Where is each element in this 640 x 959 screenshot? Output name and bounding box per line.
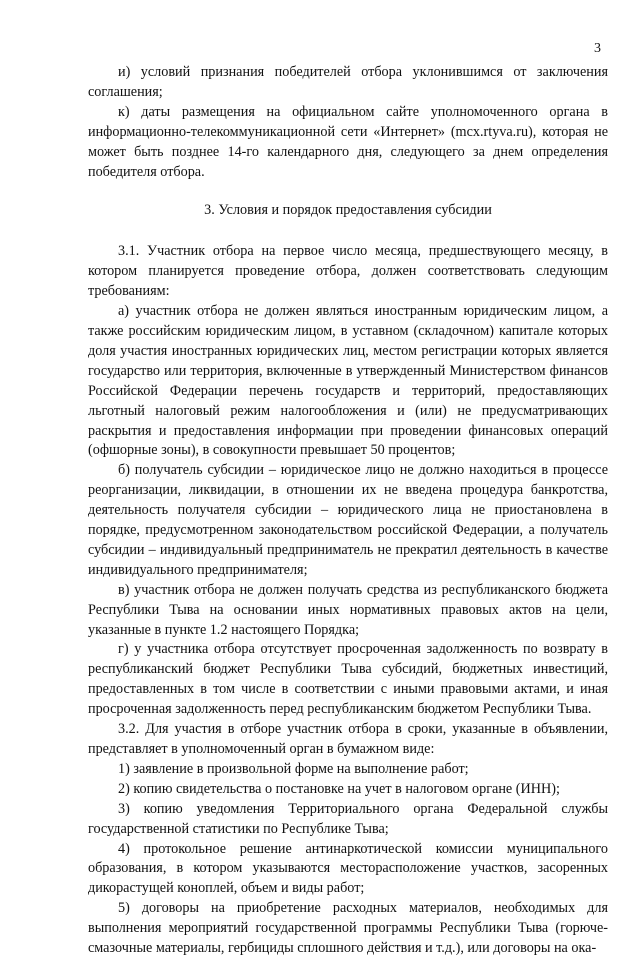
paragraph-item-v: в) участник отбора не должен получать средства из республиканского бюджета Республики Тыва на основании иных нормативных правовых актов на цели, указанные в пункте 1.2 настоящего Порядка; [88, 581, 608, 638]
list-item-2: 2) копию свидетельства о постановке на учет в налоговом органе (ИНН); [118, 780, 560, 797]
page-number: 3 [594, 41, 601, 56]
section-heading: 3. Условия и порядок предоставления субсидии [204, 202, 492, 219]
list-item-1: 1) заявление в произвольной форме на выполнение работ; [118, 760, 469, 777]
paragraph-3-2: 3.2. Для участия в отборе участник отбора в сроки, указанные в объявлении, представляет в уполномоченный орган в бумажном виде: [88, 721, 608, 757]
list-item-3: 3) копию уведомления Территориального органа Федеральной службы государственной статистики по Республике Тыва; [88, 800, 608, 837]
paragraph-item-i: и) условий признания победителей отбора уклонившимся от заключения соглашения; [88, 64, 608, 100]
paragraph-item-k: к) даты размещения на официальном сайте уполномоченного органа в информационно-телекоммуникационной сети «Интернет» (mcx.rtyva.ru), которая не может быть позднее 14-го календарного дня, следующего за днем определения победителя отбора. [88, 103, 608, 180]
document-body [88, 63, 608, 959]
list-item-4: 4) протокольное решение антинаркотической комиссии муниципального образования, в котором указываются месторасположение участков, засоренных дикорастущей коноплей, объем и виды работ; [88, 840, 608, 897]
list-item-5: 5) договоры на приобретение расходных материалов, необходимых для выполнения мероприятий государственной программы Республики Тыва (горюче-смазочные материалы, гербициды сплошного действия и т.д.), или договоры на ока- [88, 900, 608, 957]
paragraph-3-1: 3.1. Участник отбора на первое число месяца, предшествующего месяцу, в котором планируется проведение отбора, должен соответствовать следующим требованиям: [88, 243, 608, 300]
paragraph-item-a: а) участник отбора не должен являться иностранным юридическим лицом, а также российским юридическим лицом, в уставном (складочном) капитале которых доля участия иностранных юридических лиц, местом регистрации которых является государство или территория, включенные в утвержденный Министерством финансов Российской Федерации перечень государств и территорий, предоставляющих льготный налоговый режим налогообложения и (или) не предусматривающих раскрытия и предоставления информации при проведении финансовых операций (офшорные зоны), в совокупности превышает 50 процентов; [88, 303, 608, 459]
paragraph-item-g: г) у участника отбора отсутствует просроченная задолженность по возврату в республиканский бюджет Республики Тыва субсидий, бюджетных инвестиций, предоставленных в том числе в соответствии с иными правовыми актами, и иная просроченная задолженность перед республиканским бюджетом Республики Тыва. [88, 641, 608, 718]
paragraph-item-b: б) получатель субсидии – юридическое лицо не должно находиться в процессе реорганизации, ликвидации, в отношении их не введена процедура банкротства, деятельность получателя субсидии – юридического лица не приостановлена в порядке, предусмотренном законодательством российской Федерации, а получатель субсидии – индивидуальный предприниматель не прекратил деятельность в качестве индивидуального предпринимателя; [88, 462, 608, 578]
